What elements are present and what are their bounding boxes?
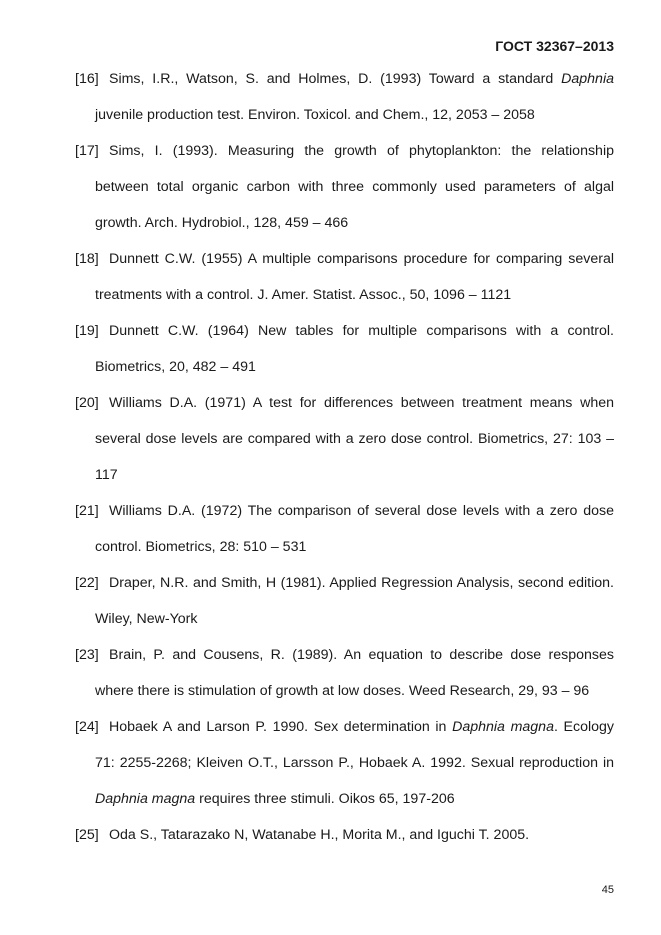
reference-text: [95, 817, 614, 853]
reference-text: [95, 709, 614, 817]
page-number: 45: [601, 884, 614, 896]
reference-italic-term: Daphnia magna: [95, 791, 196, 807]
reference-entry: [75, 637, 614, 709]
reference-text: [95, 61, 614, 133]
reference-text-run: Sims, I. (1993). Measuring the growth of phytoplankton: the relationship between total organic carbon with three commonly used parameters of algal growth. Arch. Hydrobiol., 128, 459 – 466: [95, 143, 614, 231]
reference-entry: [75, 709, 614, 817]
reference-text: [95, 493, 614, 565]
reference-text-run: Oda S., Tatarazako N, Watanabe H., Morita M., and Iguchi T. 2005.: [109, 827, 530, 843]
reference-number: [23]: [75, 647, 99, 663]
reference-text: [95, 313, 614, 385]
reference-entry: [75, 493, 614, 565]
reference-italic-term: Daphnia magna: [452, 719, 554, 735]
reference-italic-term: Daphnia: [561, 71, 614, 87]
reference-number: [21]: [75, 503, 99, 519]
reference-text: [95, 565, 614, 637]
reference-number: [18]: [75, 251, 99, 267]
reference-text: [95, 637, 614, 709]
reference-number: [22]: [75, 575, 99, 591]
reference-text-run: Hobaek A and Larson P. 1990. Sex determination in: [109, 719, 453, 735]
reference-text: [95, 241, 614, 313]
reference-text-run: Sims, I.R., Watson, S. and Holmes, D. (1993) Toward a standard: [109, 71, 562, 87]
reference-number: [17]: [75, 143, 99, 159]
reference-entry: [75, 61, 614, 133]
reference-entry: [75, 241, 614, 313]
reference-text-run: . Ecology 71: 2255-2268; Kleiven O.T., Larsson P., Hobaek A. 1992. Sexual reproduction in: [95, 719, 615, 771]
reference-text-run: Dunnett C.W. (1964) New tables for multiple comparisons with a control. Biometrics, 20, 482 – 491: [95, 323, 614, 375]
reference-number: [19]: [75, 323, 99, 339]
reference-number: [16]: [75, 71, 99, 87]
reference-entry: [75, 565, 614, 637]
reference-text-run: Draper, N.R. and Smith, H (1981). Applied Regression Analysis, second edition. Wiley, New-York: [95, 575, 614, 627]
document-standard-header: ГОСТ 32367–2013: [495, 38, 614, 54]
reference-text-run: Brain, P. and Cousens, R. (1989). An equation to describe dose responses where there is stimulation of growth at low doses. Weed Research, 29, 93 – 96: [95, 647, 614, 699]
reference-number: [25]: [75, 827, 99, 843]
reference-text-run: requires three stimuli. Oikos 65, 197-206: [195, 791, 455, 807]
reference-entry: [75, 133, 614, 241]
reference-entry: [75, 817, 614, 853]
reference-entry: [75, 385, 614, 493]
reference-list: [75, 61, 614, 853]
reference-text-run: Dunnett C.W. (1955) A multiple comparisons procedure for comparing several treatments with a control. J. Amer. Statist. Assoc., 50, 1096 – 1121: [95, 251, 614, 303]
reference-number: [20]: [75, 395, 99, 411]
reference-entry: [75, 313, 614, 385]
reference-text-run: Williams D.A. (1972) The comparison of several dose levels with a zero dose control. Biometrics, 28: 510 – 531: [95, 503, 614, 555]
reference-text: [95, 133, 614, 241]
reference-number: [24]: [75, 719, 99, 735]
reference-text-run: juvenile production test. Environ. Toxicol. and Chem., 12, 2053 – 2058: [95, 107, 535, 123]
reference-text-run: Williams D.A. (1971) A test for differences between treatment means when several dose levels are compared with a zero dose control. Biometrics, 27: 103 – 117: [95, 395, 614, 483]
reference-text: [95, 385, 614, 493]
